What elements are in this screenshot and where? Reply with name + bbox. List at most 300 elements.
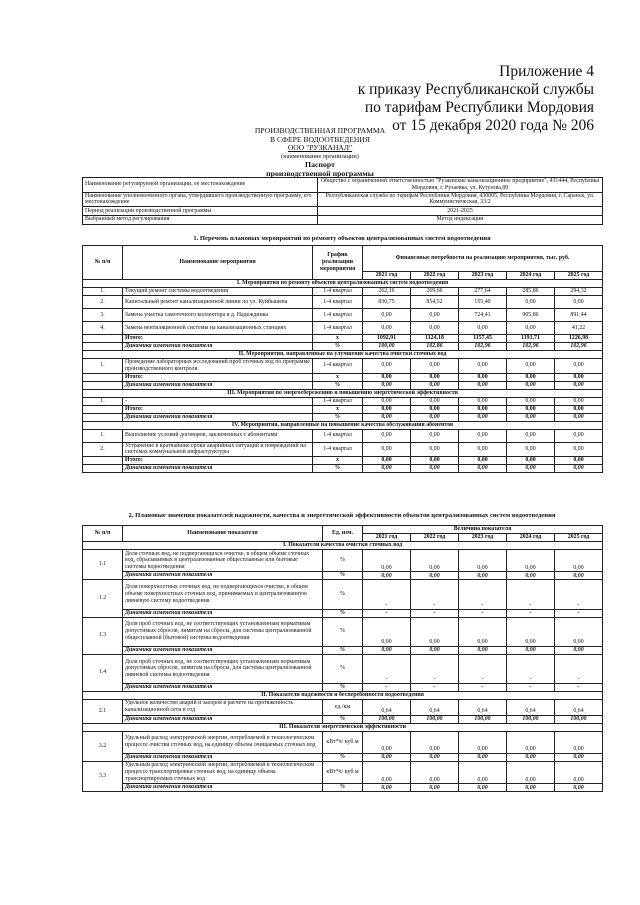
indicator-value: - — [555, 654, 603, 683]
total-row-value: 1157,45 — [459, 335, 507, 343]
row-number-empty — [83, 335, 123, 343]
indicator-value: 0,00 — [507, 617, 555, 646]
dynamics-row-value: 0,00 — [411, 465, 459, 473]
total-row-label: Итого: — [123, 405, 313, 413]
dynamics-value: 100,00 — [411, 715, 459, 723]
total-row — [83, 405, 603, 413]
dynamics-value: - — [363, 609, 411, 617]
group-row — [83, 723, 603, 731]
col-header-year: 2022 год — [411, 272, 459, 280]
col-header-year: 2023 год — [459, 534, 507, 542]
indicator-value: 0,00 — [555, 550, 603, 572]
indicator-value: 0,00 — [363, 550, 411, 572]
indicator-value: 0,64 — [507, 699, 555, 715]
total-row-value: 1124,18 — [411, 335, 459, 343]
group-row — [83, 542, 603, 550]
total-row-value: 0,00 — [363, 457, 411, 465]
total-row-value: 0,00 — [411, 457, 459, 465]
dynamics-row-value: 0,00 — [459, 413, 507, 421]
row-number-empty — [83, 457, 123, 465]
group-row — [83, 280, 603, 288]
dynamics-unit: % — [323, 784, 363, 792]
indicator-row — [83, 550, 603, 572]
appendix-block — [358, 63, 594, 135]
col-header-year: 2025 год — [555, 534, 603, 542]
indicator-number: 1.4 — [83, 654, 123, 691]
col-header-year: 2021 год — [363, 534, 411, 542]
dynamics-value: - — [555, 683, 603, 691]
dynamics-value: - — [459, 609, 507, 617]
dynamics-unit: % — [323, 609, 363, 617]
indicator-row — [83, 580, 603, 609]
total-row-unit: x — [313, 457, 363, 465]
row-value: 0,00 — [411, 359, 459, 374]
dynamics-label: Динамика изменения показателя — [123, 715, 323, 723]
indicator-value: 0,00 — [411, 731, 459, 753]
total-row-label: Итого: — [123, 373, 313, 381]
total-row-value: 0,00 — [363, 373, 411, 381]
dynamics-row — [83, 465, 603, 473]
row-value: 0,00 — [507, 429, 555, 442]
row-value: 0,00 — [363, 359, 411, 374]
row-value: 0,00 — [507, 359, 555, 374]
dynamics-row — [83, 715, 603, 723]
row-number: 2. — [83, 296, 123, 309]
indicator-name: Доля проб сточных вод, не соответствующих установленным нормативам допустимых сбросов, лимитам на сбросы, для системы централизованной ливневой системы водоотведения — [123, 654, 323, 683]
indicator-value: - — [411, 580, 459, 609]
dynamics-row-value: 100,00 — [363, 343, 411, 351]
total-row-value: 0,00 — [411, 405, 459, 413]
row-number: 2. — [83, 442, 123, 457]
program-sphere: В СФЕРЕ ВОДООТВЕДЕНИЯ — [270, 134, 370, 144]
row-value: 262,16 — [363, 288, 411, 296]
row-value: 0,00 — [411, 429, 459, 442]
row-value: 0,00 — [555, 397, 603, 405]
info-value: 2021-2025 — [318, 207, 603, 216]
dynamics-row-value: 0,00 — [555, 381, 603, 389]
dynamics-value: - — [555, 609, 603, 617]
indicator-value: 0,00 — [363, 761, 411, 783]
dynamics-value: - — [411, 683, 459, 691]
indicator-value: - — [555, 580, 603, 609]
dynamics-label: Динамика изменения показателя — [123, 572, 323, 580]
indicators-table — [82, 525, 603, 792]
row-value: 0,00 — [555, 296, 603, 309]
dynamics-value: 100,00 — [459, 715, 507, 723]
indicator-number: 1.3 — [83, 617, 123, 654]
row-value: 905,86 — [507, 309, 555, 322]
row-schedule: 1-4 квартал — [313, 397, 363, 405]
dynamics-row-unit: % — [313, 381, 363, 389]
indicator-number: 2.1 — [83, 699, 123, 723]
dynamics-unit: % — [323, 753, 363, 761]
row-schedule: 1-4 квартал — [313, 309, 363, 322]
dynamics-value: 100,00 — [507, 715, 555, 723]
col-header-num: № п/п — [83, 526, 123, 542]
indicator-name: Удельный расход электрической энергии, потребляемой в технологическом процессе очистки сточных вод, на единицу объема очищаемых сточных вод — [123, 731, 323, 753]
indicator-number: 1.1 — [83, 550, 123, 580]
dynamics-value: 0,00 — [459, 753, 507, 761]
dynamics-unit: % — [323, 572, 363, 580]
dynamics-value: - — [507, 609, 555, 617]
row-value: 294,32 — [555, 288, 603, 296]
row-number-empty — [83, 373, 123, 381]
indicator-name: Доля поверхностных сточных вод, не подвергающихся очистке, в общем объеме поверхностных сточных вод, принимаемых в централизованную ливневую систему водоотведения — [123, 580, 323, 609]
total-row-value: 0,00 — [459, 373, 507, 381]
row-value: 285,86 — [507, 288, 555, 296]
indicator-unit: кВт*ч/ куб.м — [323, 731, 363, 753]
dynamics-value: 0,00 — [411, 753, 459, 761]
indicator-value: - — [507, 654, 555, 683]
indicator-value: - — [363, 654, 411, 683]
row-value: 155,40 — [459, 296, 507, 309]
indicator-number: 3.2 — [83, 731, 123, 761]
group-row — [83, 351, 603, 359]
row-schedule: 1-4 квартал — [313, 359, 363, 374]
total-row-value: 0,00 — [555, 457, 603, 465]
group-title: III. Мероприятия по энергосбережению и повышению энергетической эффективности — [83, 389, 603, 397]
dynamics-value: 0,00 — [363, 784, 411, 792]
total-row-value: 1191,71 — [507, 335, 555, 343]
dynamics-row-value: 0,00 — [363, 413, 411, 421]
total-row-value: 0,00 — [459, 405, 507, 413]
dynamics-value: 0,00 — [555, 572, 603, 580]
indicator-value: 0,00 — [507, 550, 555, 572]
dynamics-row-label: Динамика изменения показателя — [123, 343, 313, 351]
row-value: 0,00 — [411, 442, 459, 457]
indicator-value: - — [459, 580, 507, 609]
row-value: 0,00 — [507, 296, 555, 309]
dynamics-row-value: 0,00 — [411, 413, 459, 421]
indicator-value: 0,00 — [459, 550, 507, 572]
info-label: Наименование уполномоченного органа, утвердившего производственную программу, его местонахождение — [83, 192, 318, 207]
info-value: Общество с ограниченной ответственностью "Рузаевские канализационное предприятие", 431444, Республика Мордовия, г. Рузаевка, ул. Кутузова,89 — [318, 178, 603, 193]
row-value: 0,00 — [411, 322, 459, 335]
section2-title: 2. Плановые значения показателей надежности, качества и энергетической эффективности объектов централизованных систем водоотведения — [128, 512, 556, 519]
dynamics-value: 0,00 — [363, 572, 411, 580]
group-row — [83, 389, 603, 397]
dynamics-value: 100,00 — [363, 715, 411, 723]
appendix-line: Приложение 4 — [499, 63, 594, 80]
row-number-empty — [83, 465, 123, 473]
table-row — [83, 359, 603, 374]
indicator-value: 0,00 — [507, 731, 555, 753]
dynamics-value: - — [363, 683, 411, 691]
dynamics-row-value: 0,00 — [555, 465, 603, 473]
row-value: 0,00 — [555, 359, 603, 374]
row-value: 0,00 — [459, 322, 507, 335]
info-label: Наименование регулируемой организации, ее местонахождение — [83, 178, 318, 193]
dynamics-row — [83, 413, 603, 421]
row-schedule: 1-4 квартал — [313, 296, 363, 309]
indicator-value: - — [411, 654, 459, 683]
dynamics-value: 0,00 — [459, 646, 507, 654]
row-name: Капитальный ремонт канализационной линии по ул. Куйбышева — [123, 296, 313, 309]
indicator-value: - — [507, 580, 555, 609]
row-number-empty — [83, 381, 123, 389]
passport-title: Паспорт — [305, 160, 335, 170]
row-name: - — [123, 397, 313, 405]
row-value: 0,00 — [507, 397, 555, 405]
row-schedule: 1-4 квартал — [313, 288, 363, 296]
group-title: I. Мероприятия по ремонту объектов централизованных систем водоотведения — [83, 280, 603, 288]
indicator-unit: ед./км — [323, 699, 363, 715]
row-value: 724,41 — [459, 309, 507, 322]
info-row — [83, 215, 603, 224]
total-row-value: 1226,98 — [555, 335, 603, 343]
row-schedule: 1-4 квартал — [313, 429, 363, 442]
row-number: 3. — [83, 309, 123, 322]
indicator-name: Доля сточных вод, не подвергающихся очистке, в общем объеме сточных вод, сбрасываемых в централизованные общесплавные или бытовые системы водоотведения — [123, 550, 323, 572]
dynamics-row — [83, 646, 603, 654]
dynamics-value: - — [459, 683, 507, 691]
row-number: 4. — [83, 322, 123, 335]
row-value: 0,00 — [555, 429, 603, 442]
dynamics-row — [83, 609, 603, 617]
passport-subtitle: производственной программы — [266, 168, 374, 178]
group-row — [83, 421, 603, 429]
total-row — [83, 335, 603, 343]
group-title: II. Показатели надежности и бесперебойности водоотведения — [83, 691, 603, 699]
repair-measures-table — [82, 245, 603, 473]
indicator-value: 0,00 — [459, 617, 507, 646]
row-value: 0,00 — [507, 442, 555, 457]
dynamics-row — [83, 343, 603, 351]
dynamics-row-value: 0,00 — [459, 465, 507, 473]
row-value: 0,00 — [411, 309, 459, 322]
indicator-value: 0,00 — [555, 617, 603, 646]
indicator-value: 0,00 — [411, 550, 459, 572]
row-value: 830,75 — [363, 296, 411, 309]
dynamics-value: 0,00 — [555, 784, 603, 792]
dynamics-value: 0,00 — [555, 646, 603, 654]
total-row — [83, 373, 603, 381]
row-value: 0,00 — [363, 322, 411, 335]
dynamics-row-value: 0,00 — [507, 465, 555, 473]
row-value: 0,00 — [555, 442, 603, 457]
indicator-unit: % — [323, 617, 363, 646]
col-header-year: 2024 год — [507, 272, 555, 280]
dynamics-value: 0,00 — [363, 753, 411, 761]
indicator-row — [83, 731, 603, 753]
dynamics-label: Динамика изменения показателя — [123, 683, 323, 691]
indicator-value: - — [363, 580, 411, 609]
info-row — [83, 192, 603, 207]
indicator-value: 0,00 — [459, 731, 507, 753]
total-row-value: 0,00 — [411, 373, 459, 381]
dynamics-row-value: 0,00 — [363, 465, 411, 473]
group-title: III. Показатели энергетической эффективности — [83, 723, 603, 731]
total-row-value: 0,00 — [555, 405, 603, 413]
group-row — [83, 691, 603, 699]
total-row-value: 1092,91 — [363, 335, 411, 343]
indicator-number: 3.3 — [83, 761, 123, 791]
row-number-empty — [83, 413, 123, 421]
indicator-value: 0,00 — [555, 761, 603, 783]
indicator-value: 0,00 — [555, 731, 603, 753]
indicator-number: 1.2 — [83, 580, 123, 617]
row-value: 0,00 — [363, 442, 411, 457]
row-number: 1. — [83, 397, 123, 405]
col-header-year: 2022 год — [411, 534, 459, 542]
total-row-unit: x — [313, 373, 363, 381]
indicator-unit: % — [323, 654, 363, 683]
table-row — [83, 442, 603, 457]
dynamics-row — [83, 753, 603, 761]
dynamics-value: 0,00 — [507, 646, 555, 654]
indicator-value: 0,00 — [411, 617, 459, 646]
row-value: 41,22 — [555, 322, 603, 335]
dynamics-row-unit: % — [313, 343, 363, 351]
row-value: 0,00 — [459, 397, 507, 405]
appendix-line: к приказу Республиканской службы — [357, 81, 594, 98]
total-row-value: 0,00 — [507, 373, 555, 381]
organization-caption: (наименование организации) — [281, 152, 359, 160]
col-header-year: 2025 год — [555, 272, 603, 280]
total-row-value: 0,00 — [459, 457, 507, 465]
info-value: Метод индексации — [318, 215, 603, 224]
info-label: Выбранный метод регулирования — [83, 215, 318, 224]
row-number: 1. — [83, 359, 123, 374]
row-number: 1. — [83, 429, 123, 442]
dynamics-unit: % — [323, 683, 363, 691]
row-name: Замена участка самотечного коллектора в д. Надеждинка — [123, 309, 313, 322]
col-header-unit: Ед. изм. — [323, 526, 363, 542]
indicator-value: 0,00 — [459, 761, 507, 783]
row-value: 0,00 — [363, 397, 411, 405]
organization-name: ООО "РУЗКАНАЛ" — [287, 143, 353, 153]
row-name: Текущий ремонт системы водоотведения — [123, 288, 313, 296]
total-row-label: Итого: — [123, 457, 313, 465]
total-row-value: 0,00 — [507, 405, 555, 413]
info-row — [83, 207, 603, 216]
row-value: 0,00 — [507, 322, 555, 335]
program-title: ПРОИЗВОДСТВЕННАЯ ПРОГРАММА — [254, 126, 386, 135]
passport-info-table — [82, 177, 603, 225]
dynamics-row — [83, 572, 603, 580]
indicator-row — [83, 654, 603, 683]
table-row — [83, 429, 603, 442]
dynamics-value: 0,00 — [507, 572, 555, 580]
dynamics-label: Динамика изменения показателя — [123, 646, 323, 654]
row-value: 269,66 — [411, 288, 459, 296]
row-number-empty — [83, 405, 123, 413]
row-value: 277,64 — [459, 288, 507, 296]
document-heading — [0, 127, 640, 179]
indicator-unit: % — [323, 580, 363, 609]
appendix-line: от 15 декабря 2020 года № 206 — [392, 117, 594, 134]
indicator-value: 0,00 — [507, 761, 555, 783]
total-row-value: 0,00 — [507, 457, 555, 465]
col-header-finance: Финансовые потребности на реализацию мероприятия, тыс. руб. — [363, 246, 603, 272]
dynamics-value: 0,00 — [459, 784, 507, 792]
dynamics-value: 0,00 — [507, 753, 555, 761]
table-row — [83, 397, 603, 405]
dynamics-row-label: Динамика изменения показателя — [123, 465, 313, 473]
dynamics-row-value: 102,96 — [555, 343, 603, 351]
indicator-value: 0,00 — [411, 761, 459, 783]
row-name: Выполнение условий договоров, заключенных с абонентами — [123, 429, 313, 442]
dynamics-row-value: 0,00 — [411, 381, 459, 389]
total-row-unit: x — [313, 405, 363, 413]
table-row — [83, 309, 603, 322]
indicator-value: 0,00 — [363, 617, 411, 646]
row-value: 0,00 — [411, 397, 459, 405]
indicator-row — [83, 699, 603, 715]
section1-title: 1. Перечень плановых мероприятий по ремонту объектов централизованных систем водоотведения — [193, 235, 491, 242]
col-header-value: Величина показателя — [363, 526, 603, 534]
appendix-line: по тарифам Республики Мордовия — [364, 99, 594, 116]
row-schedule: 1-4 квартал — [313, 442, 363, 457]
group-title: IV. Мероприятия, направленные на повышение качества обслуживания абонентов — [83, 421, 603, 429]
col-header-year: 2021 год — [363, 272, 411, 280]
row-value: 0,00 — [363, 429, 411, 442]
row-name: Проведение лабораторных исследований проб сточных вод по программе производственного контроля — [123, 359, 313, 374]
row-value: 854,52 — [411, 296, 459, 309]
dynamics-row-value: 0,00 — [363, 381, 411, 389]
group-title: I. Показатели качества очистки сточных вод — [83, 542, 603, 550]
dynamics-label: Динамика изменения показателя — [123, 609, 323, 617]
col-header-name: Наименование мероприятия — [123, 246, 313, 280]
dynamics-row-value: 0,00 — [555, 413, 603, 421]
row-number: 1. — [83, 288, 123, 296]
info-row — [83, 178, 603, 193]
indicator-name: Удельное количество аварий и засоров в расчете на протяженность канализационной сети в год — [123, 699, 323, 715]
col-header-schedule: График реализации мероприятия — [313, 246, 363, 280]
dynamics-row-value: 0,00 — [459, 381, 507, 389]
dynamics-label: Динамика изменения показателя — [123, 753, 323, 761]
col-header-year: 2023 год — [459, 272, 507, 280]
dynamics-row — [83, 683, 603, 691]
dynamics-row-value: 102,86 — [411, 343, 459, 351]
row-value: 0,00 — [459, 429, 507, 442]
indicator-value: - — [459, 654, 507, 683]
dynamics-row-unit: % — [313, 465, 363, 473]
indicator-row — [83, 761, 603, 783]
dynamics-row-label: Динамика изменения показателя — [123, 413, 313, 421]
dynamics-row-value: 102,96 — [507, 343, 555, 351]
dynamics-label: Динамика изменения показателя — [123, 784, 323, 792]
total-row-label: Итого: — [123, 335, 313, 343]
dynamics-row-value: 0,00 — [507, 413, 555, 421]
group-title: II. Мероприятия, направленные на улучшение качества очистки сточных вод — [83, 351, 603, 359]
dynamics-value: - — [411, 609, 459, 617]
indicator-unit: кВт*ч/ куб.м — [323, 761, 363, 783]
row-name: Замена вентиляционной системы на канализационных станциях — [123, 322, 313, 335]
dynamics-unit: % — [323, 646, 363, 654]
dynamics-value: - — [507, 683, 555, 691]
indicator-value: 0,64 — [363, 699, 411, 715]
dynamics-value: 0,00 — [411, 646, 459, 654]
indicator-name: Удельный расход электрической энергии, потребляемой в технологическом процессе транспортировки сточных вод, на единицу объема транспортируемых сточных вод — [123, 761, 323, 783]
info-value: Республиканская служба по тарифам Республики Мордовия, 430005, Республика Мордовия, г. Саранск, ул. Коммунистическая, 33/2 — [318, 192, 603, 207]
dynamics-row — [83, 784, 603, 792]
dynamics-value: 100,00 — [555, 715, 603, 723]
indicator-value: 0,64 — [459, 699, 507, 715]
dynamics-value: 0,00 — [555, 753, 603, 761]
table-row — [83, 322, 603, 335]
total-row-value: 0,00 — [555, 373, 603, 381]
row-number-empty — [83, 343, 123, 351]
indicator-value: 0,64 — [555, 699, 603, 715]
dynamics-row — [83, 381, 603, 389]
dynamics-row-value: 0,00 — [507, 381, 555, 389]
total-row-value: 0,00 — [363, 405, 411, 413]
dynamics-row-value: 102,96 — [459, 343, 507, 351]
table-row — [83, 288, 603, 296]
col-header-num: № п/п — [83, 246, 123, 280]
indicator-row — [83, 617, 603, 646]
